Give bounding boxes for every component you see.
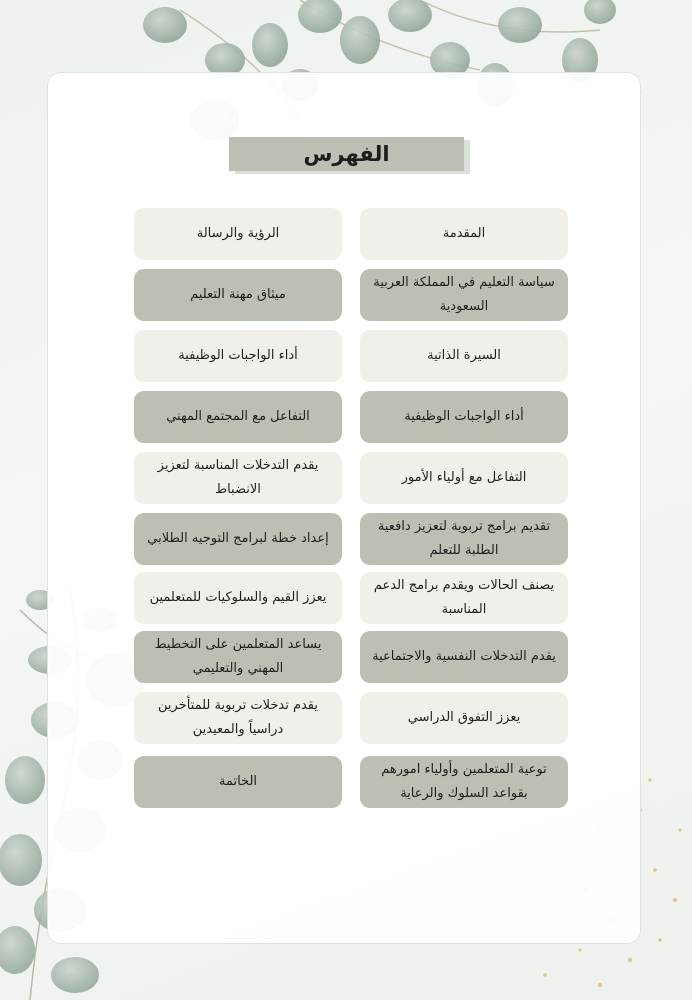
index-item-behavior-awareness: توعية المتعلمين وأولياء امورهم بقواعد السلوك والرعاية	[360, 756, 568, 808]
index-item-cv: السيرة الذاتية	[360, 330, 568, 382]
index-item-conclusion: الخاتمة	[134, 756, 342, 808]
index-item-underachievers: يقدم تدخلات تربوية للمتأخرين دراسياً والمعيدين	[134, 692, 342, 744]
index-item-case-classification: يصنف الحالات ويقدم برامج الدعم المناسبة	[360, 572, 568, 624]
index-item-values: يعزز القيم والسلوكيات للمتعلمين	[134, 572, 342, 624]
index-item-vision-mission: الرؤية والرسالة	[134, 208, 342, 260]
index-item-discipline: يقدم التدخلات المناسبة لتعزيز الانضباط	[134, 452, 342, 504]
index-item-guidance-plan: إعداد خطة لبرامج التوجيه الطلابي	[134, 513, 342, 565]
index-item-professional-community: التفاعل مع المجتمع المهني	[134, 391, 342, 443]
index-item-introduction: المقدمة	[360, 208, 568, 260]
index-item-job-duties-2: أداء الواجبات الوظيفية	[360, 391, 568, 443]
index-item-psychosocial: يقدم التدخلات النفسية والاجتماعية	[360, 631, 568, 683]
index-item-teaching-charter: ميثاق مهنة التعليم	[134, 269, 342, 321]
index-item-parents: التفاعل مع أولياء الأمور	[360, 452, 568, 504]
index-item-job-duties: أداء الواجبات الوظيفية	[134, 330, 342, 382]
index-item-career-planning: يساعد المتعلمين على التخطيط المهني والتعليمي	[134, 631, 342, 683]
index-item-motivation-programs: تقديم برامج تربوية لتعزيز دافعية الطلبة للتعلم	[360, 513, 568, 565]
index-title-bar	[229, 137, 464, 171]
index-item-academic-excellence: يعزز التفوق الدراسي	[360, 692, 568, 744]
index-item-education-policy: سياسة التعليم في المملكة العربية السعودية	[360, 269, 568, 321]
page-title: الفهرس	[303, 142, 390, 166]
index-card	[47, 72, 641, 944]
